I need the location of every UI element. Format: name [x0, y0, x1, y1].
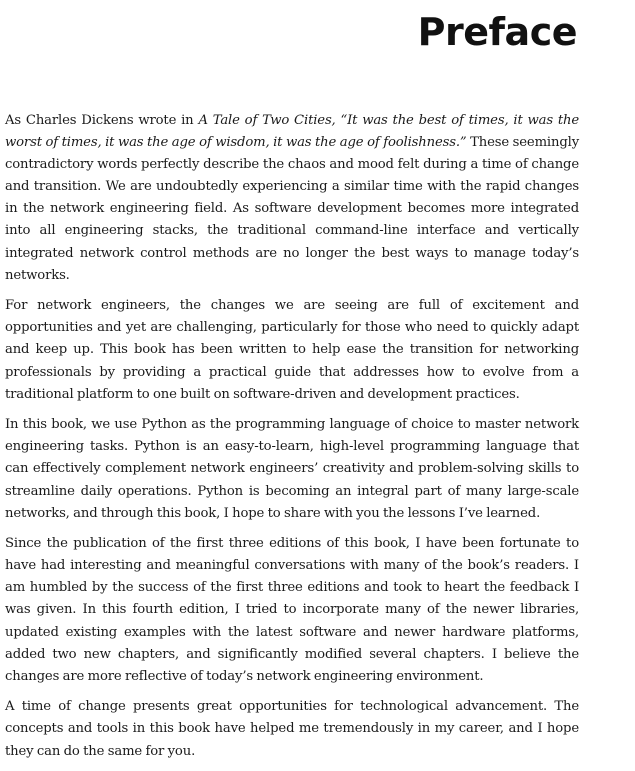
p1-lead: As Charles Dickens wrote in — [5, 113, 199, 128]
paragraph-4: Since the publication of the first three editions of this book, I have been fortunate to have had interesting and meaningful conversations with many of the book’s readers. I am humbled by the success of the first three editions and took to heart the feedback I was given. In this fourth edition, I tried to incorporate many of the newer libraries, updated existing examples with the latest software and newer hardware platforms, added two new chapters, and significantly modified several chapters. I believe the changes are more reflective of today’s network engineering environment. — [5, 536, 579, 684]
dickens-quote: “It was the best of times, it was the worst of times, it was the age of wisdom, it was the age of foolishness.” — [5, 113, 580, 151]
paragraph-2: For network engineers, the changes we are seeing are full of excitement and opportunities and yet are challenging, particularly for those who need to quickly adapt and keep up. This book has been written to help ease the transition for networking professionals by providing a practical guide that addresses how to evolve from a traditional platform to one built on software-driven and development practices. — [5, 298, 579, 402]
paragraph-3: In this book, we use Python as the programming language of choice to master network engineering tasks. Python is an easy-to-learn, high-level programming language that can effectively complement network engineers’ creativity and problem-solving skills to streamline daily operations. Python is becoming an integral part of many large-scale networks, and through this book, I hope to share with you the lessons I’ve learned. — [5, 417, 579, 521]
p1-rest: These seemingly contradictory words perfectly describe the chaos and mood felt during a time of change and transition. We are undoubtedly experiencing a similar time with the rapid changes in the network engineering field. As software development becomes more integrated into all engineering stacks, the traditional command-line interface and vertically integrated network control methods are no longer the best ways to manage today’s networks. — [5, 135, 580, 283]
paragraph-1 — [5, 110, 579, 287]
paragraph-5: A time of change presents great opportunities for technological advancement. The concepts and tools in this book have helped me tremendously in my career, and I hope they can do the same for you. — [5, 699, 579, 759]
chapter-title: Preface — [417, 10, 577, 54]
book-title: A Tale of Two Cities, — [198, 113, 336, 128]
preface-body — [5, 110, 579, 771]
